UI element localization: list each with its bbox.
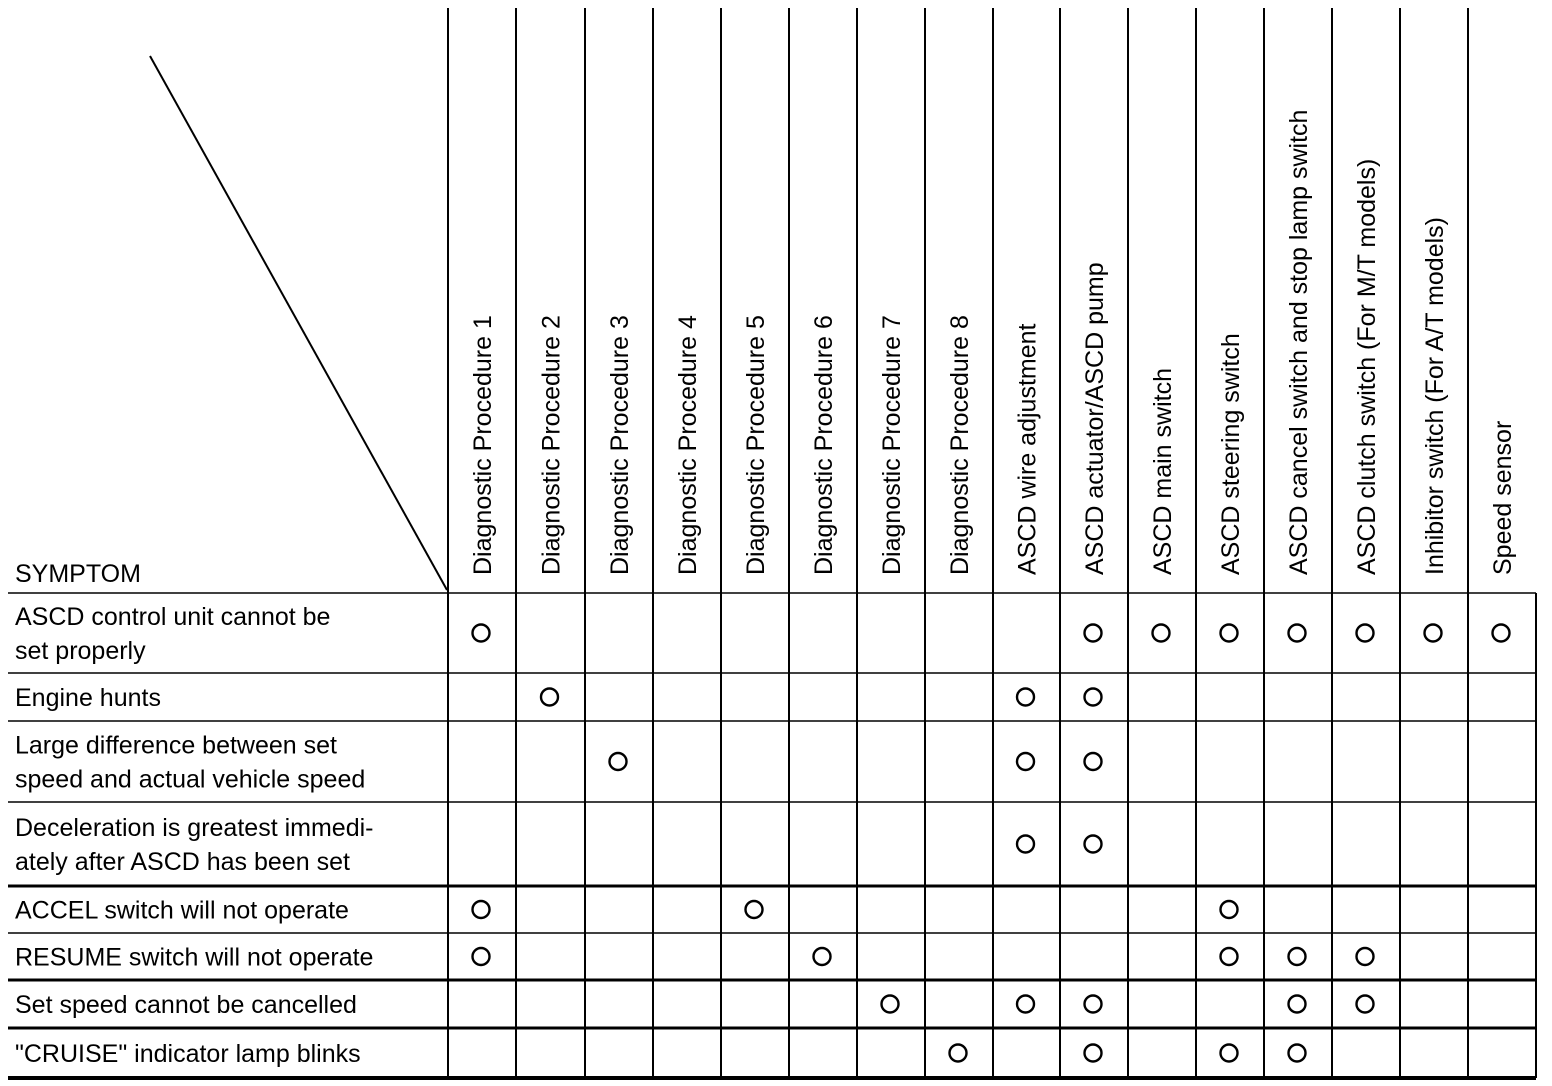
symptom-label: Engine hunts [15,684,161,712]
check-circle-mark [1085,996,1102,1013]
column-header: ASCD actuator/ASCD pump [1081,262,1109,575]
check-circle-mark [882,996,899,1013]
check-circle-mark [1085,753,1102,770]
column-header: Diagnostic Procedure 8 [946,315,974,575]
column-header: Diagnostic Procedure 4 [674,315,702,575]
check-circle-mark [610,753,627,770]
column-header: ASCD main switch [1149,368,1177,575]
check-circle-mark [1425,625,1442,642]
check-circle-mark [1017,753,1034,770]
column-header: ASCD cancel switch and stop lamp switch [1285,109,1313,575]
symptom-label: set properly [15,637,146,665]
column-header: Diagnostic Procedure 7 [878,315,906,575]
column-header: Diagnostic Procedure 3 [606,315,634,575]
symptom-label: Set speed cannot be cancelled [15,991,357,1019]
check-circle-mark [1221,625,1238,642]
check-circle-mark [1357,996,1374,1013]
check-circle-mark [1085,1045,1102,1062]
column-header: ASCD steering switch [1217,333,1245,575]
check-circle-mark [1017,996,1034,1013]
symptom-label: ASCD control unit cannot be [15,603,331,631]
check-circle-mark [1289,1045,1306,1062]
check-circle-mark [1085,625,1102,642]
check-circle-mark [1289,996,1306,1013]
check-circle-mark [1085,689,1102,706]
column-header: Diagnostic Procedure 2 [537,315,566,575]
check-circle-mark [541,689,558,706]
symptom-label: speed and actual vehicle speed [15,765,366,794]
column-header: Diagnostic Procedure 6 [810,315,838,575]
column-header: Speed sensor [1489,420,1517,575]
check-circle-mark [1289,948,1306,965]
symptom-label: ately after ASCD has been set [15,848,350,876]
symptom-label: ACCEL switch will not operate [15,896,349,925]
symptom-label: "CRUISE" indicator lamp blinks [15,1040,361,1068]
check-circle-mark [1357,948,1374,965]
check-circle-mark [746,901,763,918]
check-circle-mark [1493,625,1510,642]
check-circle-mark [473,901,490,918]
column-header: Diagnostic Procedure 5 [742,315,770,575]
column-header: ASCD wire adjustment [1013,323,1042,575]
symptom-corner-label: SYMPTOM [15,560,141,588]
check-circle-mark [1289,625,1306,642]
column-header: Inhibitor switch (For A/T models) [1421,217,1449,575]
column-header: Diagnostic Procedure 1 [469,315,497,575]
check-circle-mark [1153,625,1170,642]
check-circle-mark [814,948,831,965]
header-diagonal-line [150,56,447,590]
check-circle-mark [950,1045,967,1062]
check-circle-mark [1357,625,1374,642]
check-circle-mark [473,625,490,642]
check-circle-mark [1221,1045,1238,1062]
check-circle-mark [1085,836,1102,853]
check-circle-mark [473,948,490,965]
check-circle-mark [1221,901,1238,918]
symptom-label: RESUME switch will not operate [15,943,374,972]
check-circle-mark [1221,948,1238,965]
check-circle-mark [1017,836,1034,853]
check-circle-mark [1017,689,1034,706]
symptom-label: Large difference between set [15,731,337,760]
column-header: ASCD clutch switch (For M/T models) [1353,158,1381,575]
symptom-label: Deceleration is greatest immedi- [15,814,374,842]
